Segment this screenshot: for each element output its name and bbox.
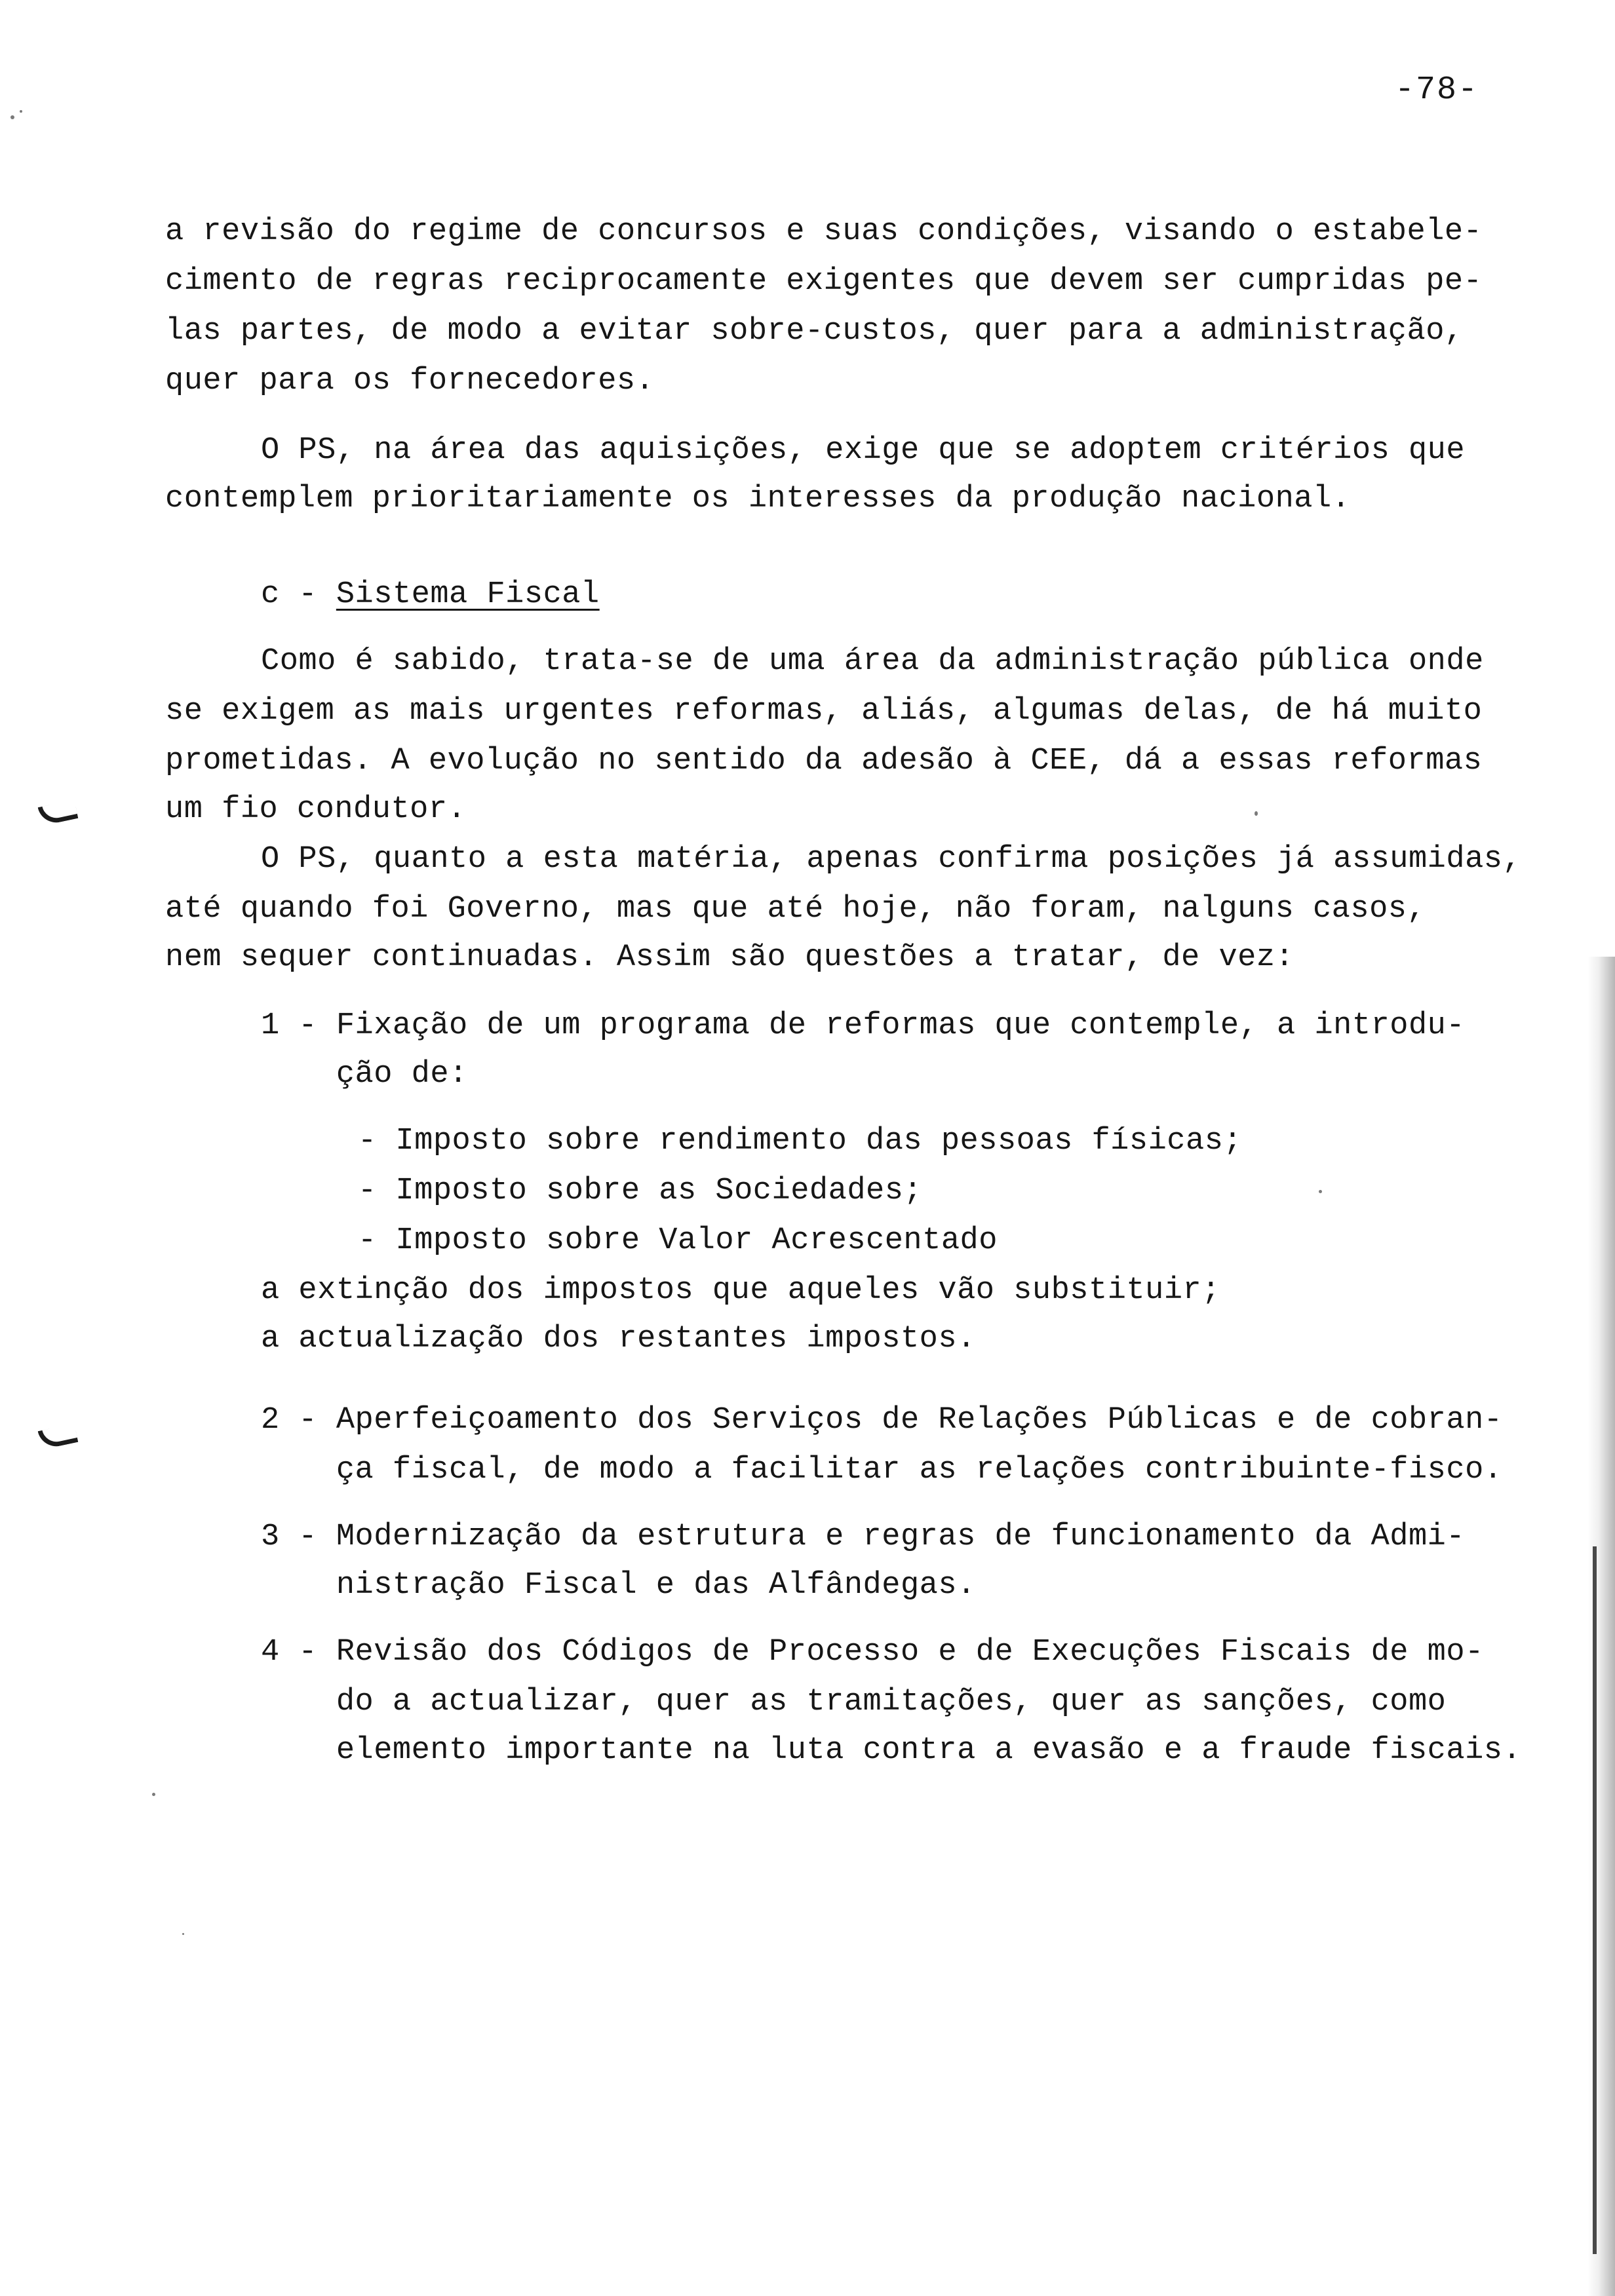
- paragraph1-line-1: a revisão do regime de concursos e suas condições, visando o estabele-: [165, 214, 1483, 249]
- scan-speck: [20, 110, 22, 113]
- section-prefix: c -: [261, 577, 336, 612]
- item1-subitem-1: - Imposto sobre rendimento das pessoas físicas;: [358, 1124, 1243, 1158]
- item1-subitem-2: - Imposto sobre as Sociedades;: [358, 1174, 923, 1208]
- page-edge-line: [1593, 1546, 1597, 2254]
- item2-line-1: 2 - Aperfeiçoamento dos Serviços de Relações Públicas e de cobran-: [261, 1403, 1503, 1438]
- page-edge-shadow: [1587, 957, 1615, 2296]
- section-heading: [261, 577, 600, 613]
- paragraph1-line-4: quer para os fornecedores.: [165, 364, 655, 398]
- item1-after-1: a extinção dos impostos que aqueles vão substituir;: [261, 1273, 1220, 1308]
- paragraph3-line-3: prometidas. A evolução no sentido da adesão à CEE, dá a essas reformas: [165, 744, 1483, 778]
- paragraph1-line-2: cimento de regras reciprocamente exigentes que devem ser cumpridas pe-: [165, 264, 1483, 299]
- hole-punch-mark-upper: [38, 799, 79, 826]
- paragraph3-line-1: Como é sabido, trata-se de uma área da administração pública onde: [261, 644, 1484, 679]
- section-title: Sistema Fiscal: [336, 577, 600, 612]
- paragraph3-line-2: se exigem as mais urgentes reformas, aliás, algumas delas, de há muito: [165, 694, 1483, 729]
- scan-speck: [182, 1933, 184, 1935]
- item4-line-2: do a actualizar, quer as tramitações, quer as sanções, como: [261, 1685, 1447, 1719]
- paragraph4-line-3: nem sequer continuadas. Assim são questões a tratar, de vez:: [165, 940, 1294, 975]
- paragraph3-line-4: um fio condutor.: [165, 792, 467, 827]
- scan-speck: [1319, 1190, 1322, 1193]
- item1-line-2: ção de:: [261, 1057, 468, 1092]
- item1-line-1: 1 - Fixação de um programa de reformas que contemple, a introdu-: [261, 1008, 1466, 1043]
- scan-speck: [1255, 811, 1258, 816]
- scan-speck: [152, 1793, 155, 1796]
- paragraph1-line-3: las partes, de modo a evitar sobre-custos, quer para a administração,: [165, 314, 1464, 349]
- item4-line-1: 4 - Revisão dos Códigos de Processo e de Execuções Fiscais de mo-: [261, 1635, 1484, 1670]
- page-number: -78-: [1395, 71, 1479, 109]
- item1-after-2: a actualização dos restantes impostos.: [261, 1322, 976, 1356]
- paragraph2-line-1: O PS, na área das aquisições, exige que se adoptem critérios que: [261, 433, 1466, 468]
- paragraph4-line-2: até quando foi Governo, mas que até hoje, não foram, nalguns casos,: [165, 892, 1426, 927]
- item4-line-3: elemento importante na luta contra a evasão e a fraude fiscais.: [261, 1733, 1522, 1768]
- item2-line-2: ça fiscal, de modo a facilitar as relações contribuinte-fisco.: [261, 1453, 1503, 1487]
- item3-line-2: nistração Fiscal e das Alfândegas.: [261, 1568, 976, 1603]
- hole-punch-mark-lower: [38, 1423, 79, 1449]
- scan-speck: [10, 115, 14, 119]
- item3-line-1: 3 - Modernização da estrutura e regras de funcionamento da Admi-: [261, 1520, 1466, 1554]
- paragraph4-line-1: O PS, quanto a esta matéria, apenas confirma posições já assumidas,: [261, 842, 1522, 877]
- item1-subitem-3: - Imposto sobre Valor Acrescentado: [358, 1223, 998, 1258]
- paragraph2-line-2: contemplem prioritariamente os interesses da produção nacional.: [165, 482, 1351, 516]
